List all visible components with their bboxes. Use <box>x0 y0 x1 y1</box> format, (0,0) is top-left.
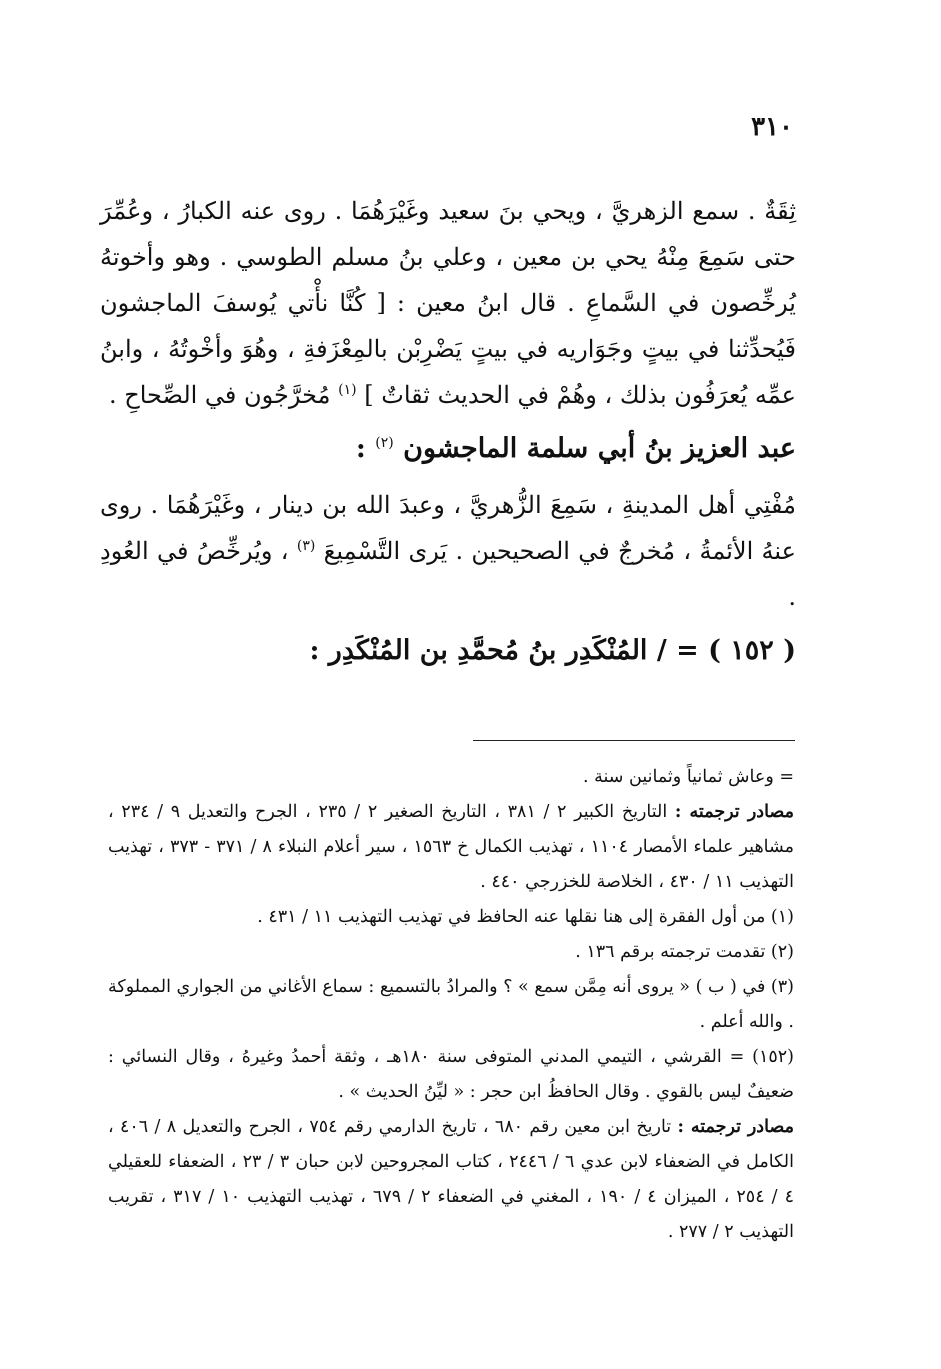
footnote-continuation: = وعاش ثمانياً وثمانين سنة . <box>583 767 794 787</box>
page-number: ٣١٠ <box>751 112 793 142</box>
footnote-2: (٢) تقدمت ترجمته برقم ١٣٦ . <box>575 942 794 962</box>
entry-heading-abdulaziz <box>100 426 796 472</box>
paragraph-text: ثِقَةٌ . سمع الزهريَّ ، ويحي بنَ سعيد وغَيْرَهُمَا . روى عنه الكبارُ ، وعُمِّرَ حتى سَمِعَ مِنْهُ يحي بن معين ، وعلي بنُ مسلم الطوسي . وهو وأخوتهُ يُرخِّصون في السَّماعِ . قال ابنُ معين : [ كُنَّا نأْتي يُوسفَ الماجشون فَيُحدِّثنا في بيتٍ وجَوَاريه في بيتٍ يَضْرِبْن بالمِعْزَفةِ ، وهُوَ وأخْوتُهُ ، وابنُ عمِّه يُعرَفُون بذلك ، وهُمْ في الحديث ثقاتٌ ] <box>100 197 796 409</box>
paragraph-text: مُفْتِي أهل المدينةِ ، سَمِعَ الزُّهريَّ ، وعبدَ الله بن دينار ، وغَيْرَهُمَا . روى عنهُ الأئمةُ ، مُخرجٌ في الصحيحين . يَرى التَّسْمِيعَ <box>100 491 796 565</box>
footnote-sources-2 <box>108 1110 794 1250</box>
sources-label: مصادر ترجمته : <box>674 802 794 822</box>
sources-text: التاريخ الكبير ٢ / ٣٨١ ، التاريخ الصغير ٢ / ٢٣٥ ، الجرح والتعديل ٩ / ٢٣٤ ، مشاهير علماء الأمصار ١١٠٤ ، تهذيب الكمال خ ١٥٦٣ ، سير أعلام النبلاء ٨ / ٣٧١ - ٣٧٣ ، تهذيب التهذيب ١١ / ٤٣٠ ، الخلاصة للخزرجي ٤٤٠ . <box>108 802 794 892</box>
sources-text: تاريخ ابن معين رقم ٦٨٠ ، تاريخ الدارمي رقم ٧٥٤ ، الجرح والتعديل ٨ / ٤٠٦ ، الكامل في الضعفاء لابن عدي ٦ / ٢٤٤٦ ، كتاب المجروحين لابن حبان ٣ / ٢٣ ، الضعفاء للعقيلي ٤ / ٢٥٤ ، الميزان ٤ / ١٩٠ ، المغني في الضعفاء ٢ / ٦٧٩ ، تهذيب التهذيب ١٠ / ٣١٧ ، تقريب التهذيب ٢ / ٢٧٧ . <box>108 1117 794 1242</box>
footnote-152: (١٥٢) = القرشي ، التيمي المدني المتوفى سنة ١٨٠هـ ، وثقة أحمدُ وغيرهُ ، وقال النسائي : ضعيفٌ ليس بالقوي . وقال الحافظُ ابن حجر : « ليِّنُ الحديث » . <box>108 1047 794 1102</box>
entry-heading-munkadir: ( ١٥٢ ) = / المُنْكَدِر بنُ مُحمَّدِ بن المُنْكَدِر : <box>309 635 796 666</box>
footnote-3: (٣) في ( ب ) « يروى أنه مِمَّن سمع » ؟ والمرادُ بالتسميع : سماع الأغاني من الجواري المملوكة . والله أعلم . <box>108 977 794 1032</box>
paragraph-abdulaziz <box>100 482 796 620</box>
footnote-ref-1: (١) <box>338 382 357 398</box>
sources-label: مصادر ترجمته : <box>677 1117 794 1137</box>
paragraph-tail: مُخرَّجُون في الصِّحاحِ . <box>108 381 331 409</box>
footnotes <box>108 760 794 1250</box>
main-text <box>100 188 796 684</box>
footnote-1: (١) من أول الفقرة إلى هنا نقلها عنه الحافظ في تهذيب التهذيب ١١ / ٤٣١ . <box>257 907 794 927</box>
heading-colon: : <box>355 433 366 464</box>
paragraph-yusuf-majishun <box>100 188 796 418</box>
footnote-sources-1 <box>108 795 794 900</box>
footnote-ref-3: (٣) <box>296 538 316 554</box>
heading-text: عبد العزيز بنُ أبي سلمة الماجشون <box>403 433 796 464</box>
footnote-ref-2: (٢) <box>375 435 394 451</box>
paragraph-tail: ، ويُرخِّصُ في العُودِ . <box>100 537 796 611</box>
footnote-divider <box>473 740 795 741</box>
